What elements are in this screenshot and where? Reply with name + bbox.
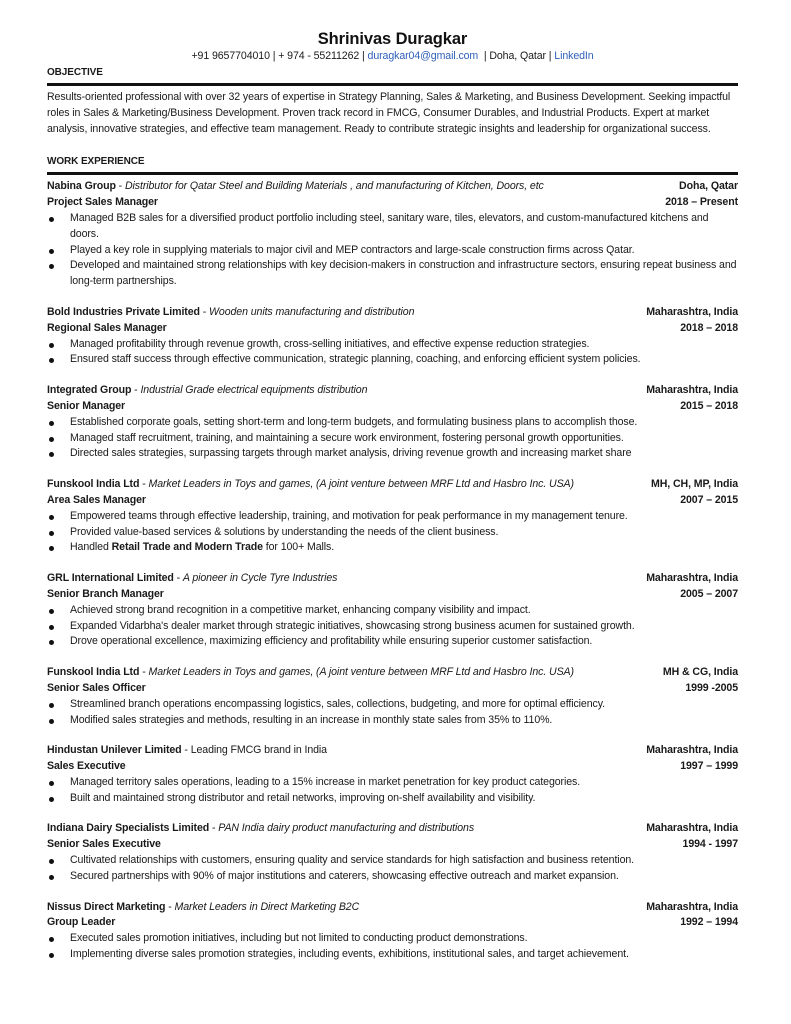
bullet-icon — [49, 264, 54, 269]
bullet-item — [47, 509, 738, 525]
bullet-icon — [49, 625, 54, 630]
bullet-item — [47, 243, 738, 259]
job-entry — [47, 743, 738, 806]
objective-heading: OBJECTIVE — [47, 67, 103, 78]
company-line — [47, 900, 359, 916]
company-name: Bold Industries Private Limited — [47, 305, 200, 318]
bullet-icon — [49, 358, 54, 363]
job-dates: 1999 -2005 — [685, 681, 738, 694]
job-location: Maharashtra, India — [646, 572, 738, 585]
work-experience-list — [47, 179, 738, 962]
section-divider — [47, 83, 738, 86]
company-name: Hindustan Unilever Limited — [47, 744, 182, 757]
company-description: Market Leaders in Direct Marketing B2C — [174, 900, 360, 913]
company-description: Market Leaders in Toys and games, (A joint venture between MRF Ltd and Hasbro Inc. USA) — [148, 478, 574, 491]
job-title-row — [47, 195, 738, 211]
company-line — [47, 821, 474, 837]
job-location: Maharashtra, India — [646, 384, 738, 397]
job-bullets — [47, 211, 738, 290]
bullet-icon — [49, 781, 54, 786]
job-dates: 2018 – Present — [665, 196, 738, 209]
job-title-row — [47, 321, 738, 337]
job-title: Senior Sales Officer — [47, 681, 146, 694]
bullet-icon — [49, 249, 54, 254]
company-name: Funskool India Ltd — [47, 666, 140, 679]
job-header-row — [47, 821, 738, 837]
job-location: MH, CH, MP, India — [651, 478, 738, 491]
job-bullets — [47, 415, 738, 462]
separator: | — [481, 50, 490, 62]
resume-page — [47, 29, 738, 963]
bullet-text: Empowered teams through effective leadership, training, and motivation for peak performance in my management tenure. — [70, 509, 628, 522]
company-separator: - — [131, 384, 141, 397]
bullet-text: for 100+ Malls. — [262, 541, 335, 554]
job-dates: 1992 – 1994 — [680, 916, 738, 929]
company-description: PAN India dairy product manufacturing and distributions — [218, 822, 475, 835]
job-bullets — [47, 775, 738, 807]
job-title-row — [47, 759, 738, 775]
company-separator: - — [173, 572, 183, 585]
company-line — [47, 665, 574, 681]
bullet-icon — [49, 546, 54, 551]
bullet-text: Played a key role in supplying materials to major civil and MEP contractors and large-scale construction firms across Qatar. — [70, 243, 635, 256]
bullet-item — [47, 431, 738, 447]
job-bullets — [47, 603, 738, 650]
bullet-item — [47, 415, 738, 431]
job-title: Project Sales Manager — [47, 196, 158, 209]
company-name: Nissus Direct Marketing — [47, 900, 166, 913]
bullet-icon — [49, 875, 54, 880]
company-line — [47, 571, 337, 587]
bullet-text: Managed B2B sales for a diversified product portfolio including steel, sanitary ware, tiles, elevators, and custom-manufactured kitchens and doors. — [70, 211, 709, 240]
company-description: Wooden units manufacturing and distribution — [209, 305, 415, 318]
bullet-icon — [49, 703, 54, 708]
separator: | — [359, 50, 368, 62]
job-entry — [47, 383, 738, 462]
bullet-icon — [49, 609, 54, 614]
bullet-icon — [49, 937, 54, 942]
bullet-icon — [49, 343, 54, 348]
job-header-row — [47, 305, 738, 321]
work-experience-heading: WORK EXPERIENCE — [47, 156, 145, 168]
bullet-text: Built and maintained strong distributor and retail networks, improving on-shelf availability and visibility. — [70, 791, 536, 804]
job-header-row — [47, 571, 738, 587]
bullet-text: Cultivated relationships with customers, ensuring quality and service standards for high satisfaction and business retention. — [70, 854, 634, 867]
bullet-icon — [49, 797, 54, 802]
company-line — [47, 179, 544, 195]
job-bullets — [47, 853, 738, 885]
job-bullets — [47, 509, 738, 556]
company-description: Distributor for Qatar Steel and Building Materials , and manufacturing of Kitchen, Doors, etc — [124, 180, 544, 193]
job-location: MH & CG, India — [662, 666, 738, 679]
company-separator: - — [139, 666, 149, 679]
bullet-icon — [49, 515, 54, 520]
bullet-item — [47, 337, 738, 353]
job-title: Area Sales Manager — [47, 493, 146, 506]
job-entry — [47, 179, 738, 290]
linkedin-link[interactable]: LinkedIn — [554, 50, 594, 62]
bullet-item — [47, 634, 738, 650]
job-title: Senior Branch Manager — [47, 587, 164, 600]
job-entry — [47, 477, 738, 556]
job-header-row — [47, 477, 738, 493]
bullet-icon — [49, 953, 54, 958]
job-header-row — [47, 383, 738, 399]
job-bullets — [47, 931, 738, 963]
objective-text: Results-oriented professional with over 32 years of expertise in Strategy Planning, Sales & Marketing, and Business Development. Seeking impactful roles in Sales & Marketing/Business Development. Proven track record in FMCG, Consumer Durables, and Industrial Products. Expert at market analysis, innovative strategies, and effective team management. Ready to contribute strategic insights and leadership for organizational success. — [47, 91, 731, 135]
bullet-text: Managed staff recruitment, training, and maintaining a secure work environment, fostering personal growth opportunities. — [70, 431, 624, 444]
bullet-item — [47, 211, 738, 243]
bullet-item — [47, 697, 738, 713]
bullet-item — [47, 713, 738, 729]
separator: | — [545, 50, 555, 62]
company-name: Integrated Group — [47, 384, 132, 397]
company-line — [47, 305, 414, 321]
company-line — [47, 383, 367, 399]
bullet-text: Ensured staff success through effective communication, strategic planning, coaching, and enforcing efficient system policies. — [70, 353, 641, 366]
job-location: Doha, Qatar — [679, 180, 738, 193]
bullet-icon — [49, 437, 54, 442]
bullet-item — [47, 869, 738, 885]
job-entry — [47, 665, 738, 728]
company-name: Indiana Dairy Specialists Limited — [47, 822, 210, 835]
job-dates: 2007 – 2015 — [680, 493, 738, 506]
bullet-text: Modified sales strategies and methods, resulting in an increase in monthly state sales from 35% to 110%. — [70, 713, 553, 726]
job-title: Regional Sales Manager — [47, 321, 167, 334]
job-header-row — [47, 743, 738, 759]
job-header-row — [47, 179, 738, 195]
company-separator: - — [209, 822, 219, 835]
bullet-text: Directed sales strategies, surpassing targets through market analysis, driving revenue growth and increasing market share — [70, 447, 632, 460]
job-bullets — [47, 697, 738, 729]
job-header-row — [47, 900, 738, 916]
job-entry — [47, 821, 738, 884]
job-dates: 2018 – 2018 — [680, 321, 738, 334]
job-title: Senior Manager — [47, 399, 126, 412]
bullet-text: Executed sales promotion initiatives, including but not limited to conducting product demonstrations. — [70, 932, 528, 945]
bullet-text: Secured partnerships with 90% of major institutions and caterers, showcasing effective outreach and market expansion. — [70, 869, 619, 882]
bullet-item — [47, 525, 738, 541]
email-link[interactable]: duragkar04@gmail.com — [367, 50, 479, 62]
bullet-text: Achieved strong brand recognition in a competitive market, enhancing company visibility and impact. — [70, 603, 531, 616]
location: Doha, Qatar — [489, 50, 546, 62]
company-line — [47, 477, 574, 493]
bullet-item — [47, 446, 738, 462]
company-name: GRL International Limited — [47, 572, 174, 585]
job-header-row — [47, 665, 738, 681]
bullet-icon — [49, 421, 54, 426]
bullet-icon — [49, 531, 54, 536]
company-separator: - — [181, 744, 191, 757]
job-title: Sales Executive — [47, 760, 126, 773]
bullet-item — [47, 791, 738, 807]
job-title-row — [47, 493, 738, 509]
bullet-item — [47, 931, 738, 947]
job-entry — [47, 305, 738, 368]
company-separator: - — [139, 478, 149, 491]
bullet-item — [47, 853, 738, 869]
bullet-text-bold: Retail Trade and Modern Trade — [111, 541, 263, 554]
bullet-item — [47, 603, 738, 619]
bullet-item — [47, 619, 738, 635]
job-title-row — [47, 681, 738, 697]
company-line — [47, 743, 327, 759]
company-description: A pioneer in Cycle Tyre Industries — [182, 572, 338, 585]
bullet-text: Developed and maintained strong relationships with key decision-makers in construction and infrastructure sectors, ensuring repeat business and long-term partnerships. — [70, 259, 737, 288]
bullet-text: Provided value-based services & solutions by understanding the needs of the client business. — [70, 525, 499, 538]
company-description: Industrial Grade electrical equipments distribution — [140, 384, 368, 397]
bullet-item — [47, 540, 738, 556]
bullet-icon — [49, 217, 54, 222]
job-title: Group Leader — [47, 916, 116, 929]
phone-india: +91 9657704010 — [191, 50, 270, 62]
job-title-row — [47, 587, 738, 603]
bullet-text: Managed territory sales operations, leading to a 15% increase in market penetration for key product categories. — [70, 775, 581, 788]
bullet-text: Drove operational excellence, maximizing efficiency and profitability while ensuring superior customer satisfaction. — [70, 635, 593, 648]
job-dates: 2005 – 2007 — [680, 587, 738, 600]
bullet-icon — [49, 719, 54, 724]
job-dates: 2015 – 2018 — [680, 399, 738, 412]
bullet-text: Handled — [70, 541, 112, 554]
job-dates: 1994 - 1997 — [682, 838, 738, 851]
job-location: Maharashtra, India — [646, 900, 738, 913]
job-dates: 1997 – 1999 — [680, 760, 738, 773]
company-separator: - — [165, 900, 175, 913]
company-name: Nabina Group — [47, 180, 116, 193]
phone-qatar: + 974 - 55211262 — [278, 50, 360, 62]
bullet-item — [47, 775, 738, 791]
company-separator: - — [115, 180, 125, 193]
separator: | — [269, 50, 279, 62]
candidate-name: Shrinivas Duragkar — [317, 30, 468, 48]
job-title-row — [47, 837, 738, 853]
bullet-item — [47, 947, 738, 963]
bullet-text: Implementing diverse sales promotion strategies, including events, exhibitions, institutional sales, and target achievement. — [70, 948, 629, 961]
company-name: Funskool India Ltd — [47, 478, 140, 491]
job-location: Maharashtra, India — [646, 822, 738, 835]
job-location: Maharashtra, India — [646, 305, 738, 318]
job-bullets — [47, 337, 738, 369]
bullet-icon — [49, 859, 54, 864]
job-title-row — [47, 915, 738, 931]
company-description: Market Leaders in Toys and games, (A joint venture between MRF Ltd and Hasbro Inc. USA) — [148, 666, 574, 679]
bullet-text: Streamlined branch operations encompassing logistics, sales, collections, budgeting, and more for optimal efficiency. — [70, 697, 605, 710]
contact-line — [47, 49, 738, 64]
job-title: Senior Sales Executive — [47, 838, 161, 851]
section-divider — [47, 172, 738, 175]
job-entry — [47, 900, 738, 963]
bullet-text: Expanded Vidarbha's dealer market through strategic initiatives, showcasing strong business acumen for sustained growth. — [70, 619, 635, 632]
job-entry — [47, 571, 738, 650]
bullet-item — [47, 258, 738, 290]
bullet-text: Managed profitability through revenue growth, cross-selling initiatives, and effective expense reduction strategies. — [70, 337, 590, 350]
company-description: Leading FMCG brand in India — [190, 744, 327, 757]
job-title-row — [47, 399, 738, 415]
job-location: Maharashtra, India — [646, 744, 738, 757]
bullet-text: Established corporate goals, setting short-term and long-term budgets, and formulating business plans to accomplish those. — [70, 415, 638, 428]
bullet-item — [47, 352, 738, 368]
bullet-icon — [49, 452, 54, 457]
company-separator: - — [199, 305, 210, 318]
bullet-icon — [49, 640, 54, 645]
